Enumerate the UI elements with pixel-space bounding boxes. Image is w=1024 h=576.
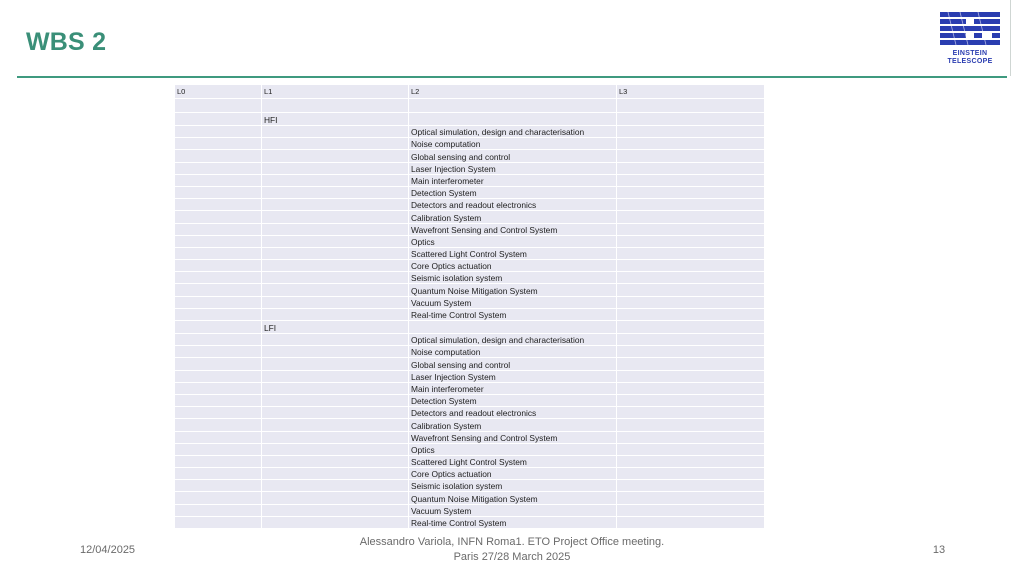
section-row <box>175 321 765 334</box>
table-row <box>175 199 765 211</box>
l2-item-cell: Scattered Light Control System <box>409 247 617 259</box>
table-row <box>175 358 765 370</box>
edge-line <box>1010 0 1011 76</box>
l2-item-cell: Real-time Control System <box>409 516 617 528</box>
l2-item-cell: Noise computation <box>409 138 617 150</box>
table-row <box>175 492 765 504</box>
l2-item-cell: Main interferometer <box>409 174 617 186</box>
table-row <box>175 284 765 296</box>
table-row <box>175 223 765 235</box>
l2-item-cell: Main interferometer <box>409 382 617 394</box>
l2-item-cell: Scattered Light Control System <box>409 455 617 467</box>
section-name-cell: LFI <box>262 321 409 334</box>
table-row <box>175 138 765 150</box>
footer-line2: Paris 27/28 March 2025 <box>453 551 571 563</box>
l2-item-cell: Laser Injection System <box>409 162 617 174</box>
l2-item-cell: Vacuum System <box>409 504 617 516</box>
table-row <box>175 247 765 259</box>
slide-title: WBS 2 <box>26 28 107 56</box>
table-row <box>175 150 765 162</box>
header-cell-l1: L1 <box>262 85 409 99</box>
l2-item-cell: Detectors and readout electronics <box>409 407 617 419</box>
table-row <box>175 382 765 394</box>
l2-item-cell: Vacuum System <box>409 296 617 308</box>
table-row <box>175 334 765 346</box>
l2-item-cell: Quantum Noise Mitigation System <box>409 492 617 504</box>
footer-line1: Alessandro Variola, INFN Roma1. ETO Project Office meeting. <box>359 536 665 548</box>
table-row <box>175 443 765 455</box>
l2-item-cell: Optical simulation, design and characterisation <box>409 334 617 346</box>
table-row <box>175 211 765 223</box>
wbs-table <box>174 84 765 529</box>
logo-line-einstein: EINSTEIN <box>952 50 988 57</box>
logo-line-telescope: TELESCOPE <box>947 58 993 65</box>
wbs-table-container <box>174 84 764 529</box>
table-row <box>175 431 765 443</box>
footer-date: 12/04/2025 <box>80 544 136 556</box>
table-row <box>175 272 765 284</box>
l2-item-cell: Detection System <box>409 186 617 198</box>
l2-item-cell: Detectors and readout electronics <box>409 199 617 211</box>
blank-row <box>175 99 765 113</box>
table-row <box>175 394 765 406</box>
table-row <box>175 308 765 320</box>
l2-item-cell: Core Optics actuation <box>409 468 617 480</box>
table-row <box>175 455 765 467</box>
l2-item-cell: Calibration System <box>409 419 617 431</box>
header-cell-l2: L2 <box>409 85 617 99</box>
l2-item-cell: Quantum Noise Mitigation System <box>409 284 617 296</box>
l2-item-cell: Global sensing and control <box>409 358 617 370</box>
l2-item-cell: Optical simulation, design and characterisation <box>409 126 617 138</box>
table-row <box>175 126 765 138</box>
table-row <box>175 504 765 516</box>
table-row <box>175 260 765 272</box>
page-number: 13 <box>932 544 946 556</box>
l2-item-cell: Detection System <box>409 394 617 406</box>
l2-item-cell: Seismic isolation system <box>409 480 617 492</box>
l2-item-cell: Noise computation <box>409 346 617 358</box>
table-row <box>175 468 765 480</box>
table-row <box>175 407 765 419</box>
l2-item-cell: Seismic isolation system <box>409 272 617 284</box>
header-cell-l0: L0 <box>175 85 262 99</box>
table-row <box>175 174 765 186</box>
footer-presenter <box>312 535 712 565</box>
l2-item-cell: Calibration System <box>409 211 617 223</box>
table-row <box>175 419 765 431</box>
table-row <box>175 516 765 528</box>
table-row <box>175 480 765 492</box>
l2-item-cell: Wavefront Sensing and Control System <box>409 431 617 443</box>
table-row <box>175 162 765 174</box>
l2-item-cell: Laser Injection System <box>409 370 617 382</box>
title-divider <box>17 76 1007 78</box>
l2-item-cell: Optics <box>409 235 617 247</box>
logo-wordmark <box>938 50 1002 66</box>
table-row <box>175 296 765 308</box>
l2-item-cell: Real-time Control System <box>409 308 617 320</box>
l2-item-cell: Core Optics actuation <box>409 260 617 272</box>
table-row <box>175 370 765 382</box>
header-row <box>175 85 765 99</box>
table-row <box>175 186 765 198</box>
l2-item-cell: Global sensing and control <box>409 150 617 162</box>
header-cell-l3: L3 <box>617 85 765 99</box>
l2-item-cell: Wavefront Sensing and Control System <box>409 223 617 235</box>
section-row <box>175 113 765 126</box>
section-name-cell: HFI <box>262 113 409 126</box>
wbs-table-body <box>175 85 765 529</box>
l2-item-cell: Optics <box>409 443 617 455</box>
table-row <box>175 346 765 358</box>
table-row <box>175 235 765 247</box>
